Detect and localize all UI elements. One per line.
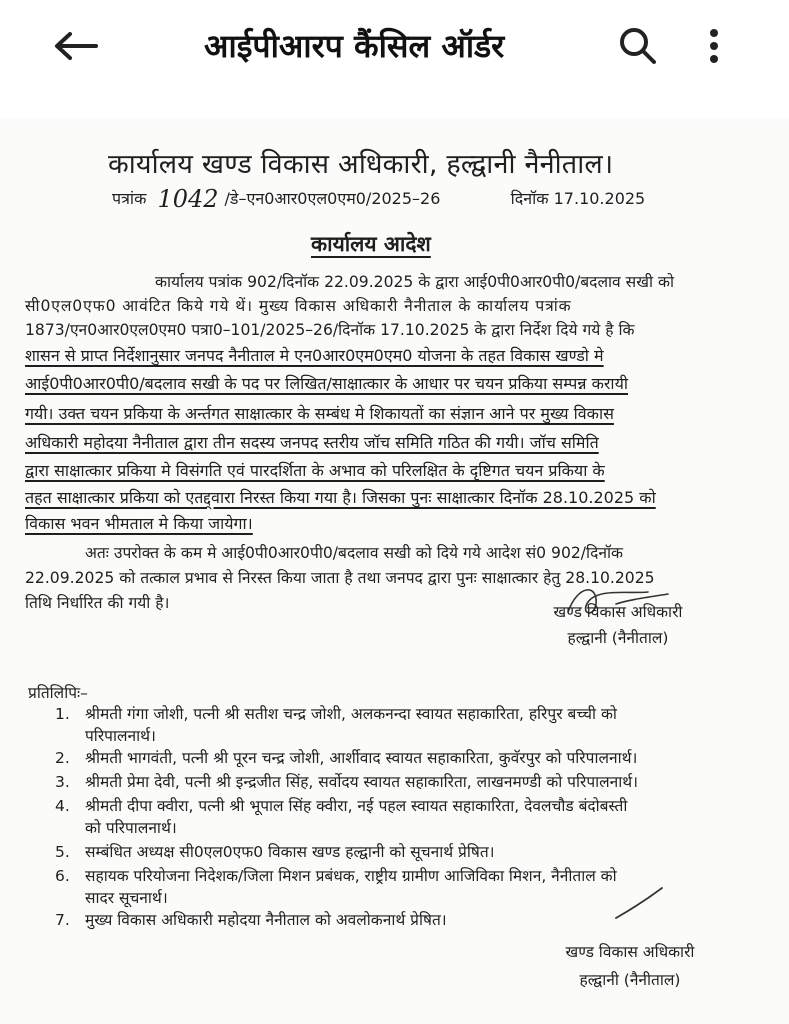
copy-item: 7. मुख्य विकास अधिकारी महोदया नैनीताल को अवलोकनार्थ प्रेषित। [55, 911, 447, 929]
page-title: आईपीआरप कैंसिल ऑर्डर [204, 27, 505, 65]
copy-item-cont: सादर सूचनार्थ। [85, 889, 168, 907]
copy-item: 5. सम्बंधित अध्यक्ष सी0एल0एफ0 विकास खण्ड हल्द्वानी को सूचनार्थ प्रेषित। [55, 843, 495, 861]
arrow-back-icon [54, 31, 98, 61]
para1-line: विकास भवन भीमताल मे किया जायेगा। [25, 514, 253, 533]
back-button[interactable] [50, 20, 102, 72]
para1-line: कार्यालय पत्रांक 902/दिनॉक 22.09.2025 के द्वारा आई0पी0आर0पी0/बदलाव सखी को [155, 273, 674, 291]
signatory-place: हल्द्वानी (नैनीताल) [579, 971, 681, 989]
para2-line: तिथि निर्धारित की गयी है। [25, 594, 170, 612]
signatory-block [528, 600, 708, 648]
para1-line: सी0एल0एफ0 आवंटित किये गये थें। मुख्य विकास अधिकारी नैनीताल के कार्यालय पत्रांक [25, 297, 572, 315]
para1-line: तहत साक्षात्कार प्रकिया को एतद्द्वारा निरस्त किया गया है। जिसका पुनः साक्षात्कार दिनॉक 28.10.2025 को [25, 488, 656, 507]
signatory-place: हल्द्वानी (नैनीताल) [567, 629, 669, 647]
para1-line: अधिकारी महोदया नैनीताल द्वारा तीन सदस्य जनपद स्तरीय जॉच समिति गठित की गयी। जॉच समिति [25, 433, 599, 452]
copy-item-cont: को परिपालनार्थ। [85, 819, 177, 837]
para1-line: आई0पी0आर0पी0/बदलाव सखी के पद पर लिखित/साक्षात्कार के आधार पर चयन प्रकिया सम्पन्न करायी [25, 374, 628, 393]
para2-line: 22.09.2025 को तत्काल प्रभाव से निरस्त किया जाता है तथा जनपद द्वारा पुनः साक्षात्कार हेतु 28.10.2025 [25, 569, 655, 587]
copy-item: 4. श्रीमती दीपा क्वीरा, पत्नी श्री भूपाल सिंह क्वीरा, नई पहल स्वायत सहाकारिता, देवलचौड बंदोबस्ती [55, 797, 628, 815]
signature-mark [610, 884, 670, 924]
copy-label: प्रतिलिपिः– [28, 684, 88, 702]
para1-line: 1873/एन0आर0एल0एम0 पत्रा0–101/2025–26/दिनॉक 17.10.2025 के द्वारा निर्देश दिये गये है कि [25, 321, 635, 339]
copy-item: 6. सहायक परियोजना निदेशक/जिला मिशन प्रबंधक, राष्ट्रीय ग्रामीण आजिविका मिशन, नैनीताल को [55, 867, 617, 885]
para1-line: शासन से प्राप्त निर्देशानुसार जनपद नैनीताल मे एन0आर0एम0एम0 योजना के तहत विकास खण्डो मे [25, 346, 604, 365]
more-options-button[interactable] [694, 20, 734, 72]
para2-line: अतः उपरोक्त के कम मे आई0पी0आर0पी0/बदलाव सखी को दिये गये आदेश सं0 902/दिनॉक [85, 544, 624, 562]
para1-line: गयी। उक्त चयन प्रकिया के अर्न्तगत साक्षात्कार के सम्बंध मे शिकायतों का संज्ञान आने पर मुख्य विकास [25, 404, 614, 423]
ref-prefix: पत्रांक [112, 189, 147, 208]
ref-date: दिनॉक 17.10.2025 [510, 189, 646, 208]
copy-item: 3. श्रीमती प्रेमा देवी, पत्नी श्री इन्द्रजीत सिंह, सर्वोदय स्वायत सहाकारिता, लाखनमण्डी को परिपालनार्थ। [55, 773, 639, 791]
signatory-designation: खण्ड विकास अधिकारी [553, 603, 683, 621]
ref-code: /डे–एन0आर0एल0एम0/2025–26 [224, 189, 441, 208]
office-title: कार्यालय खण्ड विकास अधिकारी, हल्द्वानी नैनीताल। [108, 149, 614, 180]
more-vert-icon [708, 28, 720, 64]
reference-line [112, 182, 646, 213]
search-button[interactable] [612, 20, 664, 72]
copy-item: 2. श्रीमती भागवंती, पत्नी श्री पूरन चन्द्र जोशी, आर्शीवाद स्वायत सहाकारिता, कुवॅरपुर को परिपालनार्थ। [55, 749, 638, 767]
para1-line: द्वारा साक्षात्कार प्रकिया मे विसंगति एवं पारदर्शिता के अभाव को परिलक्षित के दृष्टिगत चयन प्रकिया के [25, 461, 605, 480]
copy-item: 1. श्रीमती गंगा जोशी, पत्नी श्री सतीश चन्द्र जोशी, अलकनन्दा स्वायत सहाकारिता, हरिपुर बच्ची को [55, 705, 617, 723]
copy-item-cont: परिपालनार्थ। [85, 727, 156, 745]
app-bar [0, 0, 789, 92]
signatory-block [540, 940, 720, 990]
search-icon [618, 26, 658, 66]
letter-document [0, 118, 789, 1024]
order-heading: कार्यालय आदेश [311, 232, 431, 256]
signatory-designation: खण्ड विकास अधिकारी [565, 943, 695, 961]
handwritten-number: 1042 [157, 185, 219, 213]
